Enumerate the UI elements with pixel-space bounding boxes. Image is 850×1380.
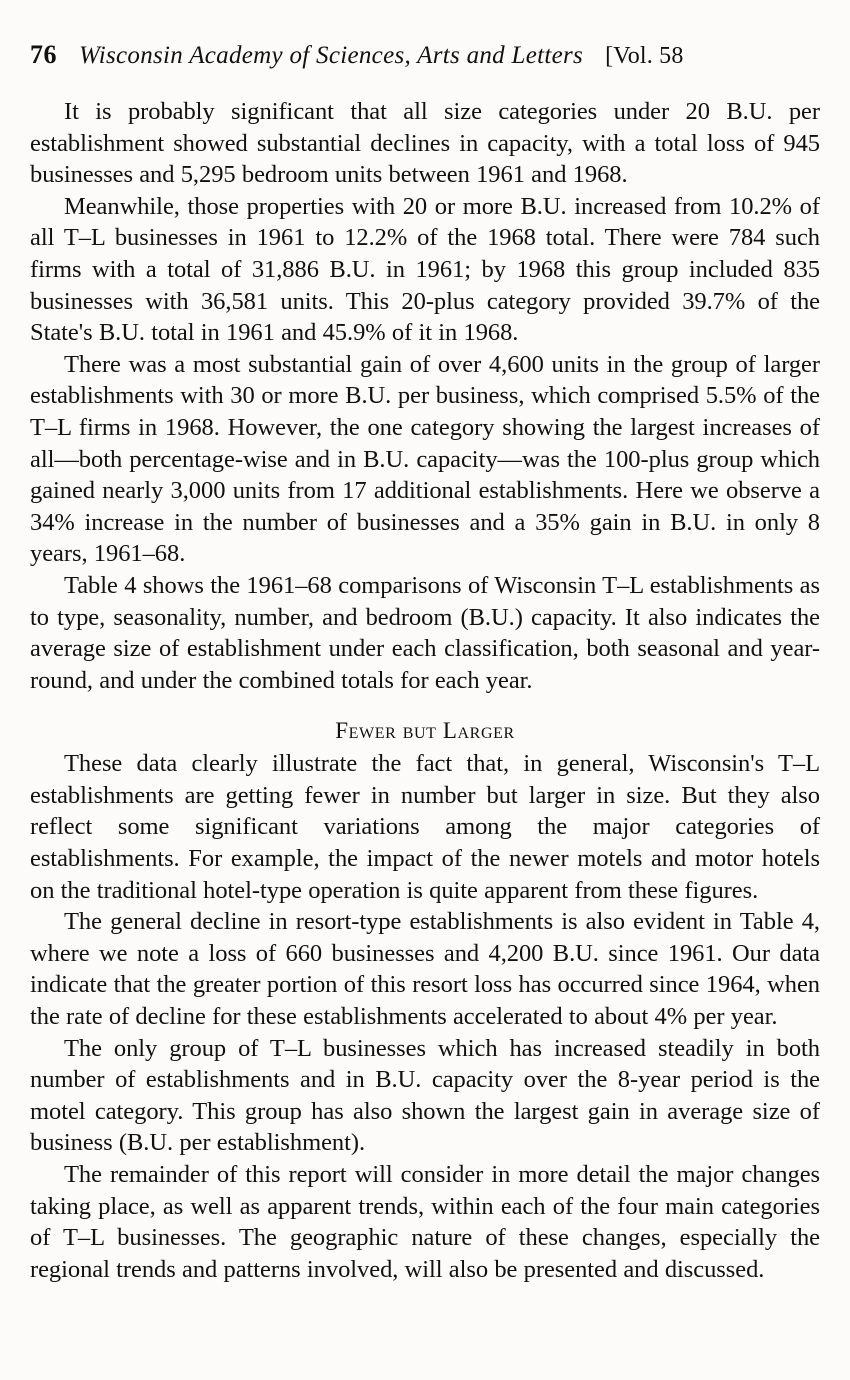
paragraph: The only group of T–L businesses which has increased steadily in both number of establishments and in B.U. capacity over the 8-year period is the motel category. This group has also shown the largest gain in average size of business (B.U. per establishment). — [30, 1034, 820, 1157]
paragraph: Table 4 shows the 1961–68 comparisons of Wisconsin T–L establishments as to type, seasonality, number, and bedroom (B.U.) capacity. It also indicates the average size of establishment under each classification, both seasonal and year-round, and under the combined totals for each year. — [30, 571, 820, 694]
body-text — [30, 96, 820, 1285]
paragraph: These data clearly illustrate the fact that, in general, Wisconsin's T–L establishments are getting fewer in number but larger in size. But they also reflect some significant variations among the major categories of establishments. For example, the impact of the newer motels and motor hotels on the traditional hotel-type operation is quite apparent from these figures. — [30, 750, 820, 904]
journal-title: Wisconsin Academy of Sciences, Arts and Letters — [79, 42, 584, 69]
paragraph: Meanwhile, those properties with 20 or more B.U. increased from 10.2% of all T–L businesses in 1961 to 12.2% of the 1968 total. There were 784 such firms with a total of 31,886 B.U. in 1961; by 1968 this group included 835 businesses with 36,581 units. This 20-plus category provided 39.7% of the State's B.U. total in 1961 and 45.9% of it in 1968. — [30, 192, 820, 347]
section-heading: Fewer but Larger — [335, 718, 515, 744]
paragraph: The general decline in resort-type establishments is also evident in Table 4, where we note a loss of 660 businesses and 4,200 B.U. since 1961. Our data indicate that the greater portion of this resort loss has occurred since 1964, when the rate of decline for these establishments accelerated to about 4% per year. — [30, 908, 820, 1031]
paragraph: The remainder of this report will consider in more detail the major changes taking place, as well as apparent trends, within each of the four main categories of T–L businesses. The geographic nature of these changes, especially the regional trends and patterns involved, will also be presented and discussed. — [30, 1161, 820, 1283]
volume-label: [Vol. 58 — [605, 43, 684, 69]
running-head — [30, 40, 820, 70]
page-content — [30, 40, 820, 1285]
paragraph: It is probably significant that all size categories under 20 B.U. per establishment showed substantial declines in capacity, with a total loss of 945 businesses and 5,295 bedroom units between 1961 and 1968. — [30, 98, 820, 189]
paragraph: There was a most substantial gain of over 4,600 units in the group of larger establishments with 30 or more B.U. per business, which comprised 5.5% of the T–L firms in 1968. However, the one category showing the largest increases of all—both percentage-wise and in B.U. capacity—was the 100-plus group which gained nearly 3,000 units from 17 additional establishments. Here we observe a 34% increase in the number of businesses and a 35% gain in B.U. in only 8 years, 1961–68. — [30, 350, 820, 568]
page-number: 76 — [30, 40, 57, 69]
